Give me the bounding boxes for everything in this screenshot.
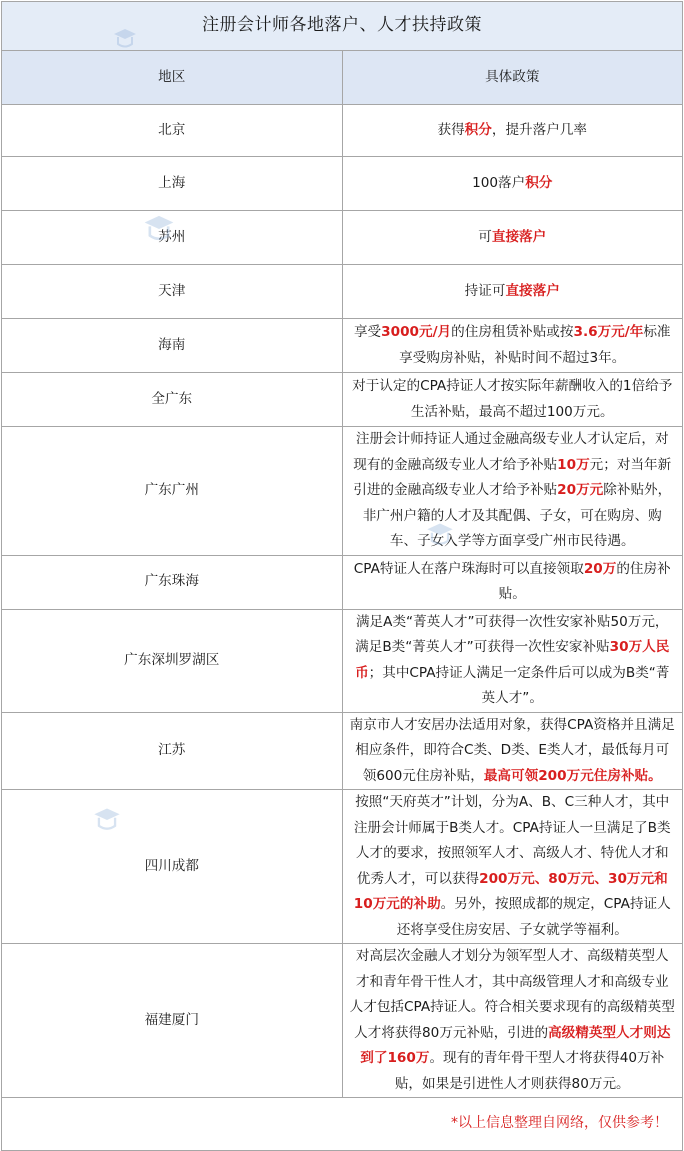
table-row	[2, 265, 683, 319]
policy-text: 的住房补贴。	[498, 560, 671, 602]
policy-text: 。另外，按照成都的规定，CPA持证人还将享受住房安居、子女就学等福利。	[396, 896, 671, 938]
policy-highlight: 积分	[525, 174, 553, 191]
policy-highlight: 20万	[583, 560, 617, 577]
region-cell: 四川成都	[2, 790, 343, 944]
table-row	[2, 427, 683, 556]
region-cell: 北京	[2, 105, 343, 157]
policy-cell	[342, 265, 683, 319]
policy-text: 标准享受购房补贴，补贴时间不超过3年。	[399, 324, 671, 366]
region-cell: 天津	[2, 265, 343, 319]
policy-cell	[342, 712, 683, 790]
policy-highlight: 直接落户	[505, 282, 560, 299]
policy-highlight: 最高可领200万元住房补贴。	[483, 767, 662, 784]
footnote-row	[2, 1098, 683, 1151]
policy-cell	[342, 790, 683, 944]
table-row	[2, 373, 683, 427]
policy-text: 获得	[437, 121, 465, 138]
policy-text: 享受	[353, 324, 382, 340]
policy-text: CPA特证人在落户珠海时可以直接领取	[353, 560, 584, 577]
footnote: *以上信息整理自网络，仅供参考！	[2, 1098, 683, 1151]
region-cell: 广东珠海	[2, 555, 343, 609]
policy-text: 100落户	[472, 174, 526, 191]
policy-text: 对高层次金融人才划分为领军型人才、高级精英型人才和青年骨干性人才，其中高级管理人才和高级专业人才包括CPA持证人。符合相关要求现有的高级精英型人才将获得80万元补贴，引进的	[349, 948, 675, 1041]
policy-text: 。现有的青年骨干型人才将获得40万补贴，如果是引进性人才则获得80万元。	[394, 1050, 665, 1092]
region-cell: 海南	[2, 319, 343, 373]
region-cell: 福建厦门	[2, 944, 343, 1098]
policy-highlight: 积分	[464, 121, 492, 138]
policy-text: 除补贴外，非广州户籍的人才及其配偶、子女，可在购房、购车、子女入学等方面享受广州市民待遇。	[362, 482, 672, 549]
policy-cell	[342, 609, 683, 712]
region-cell: 苏州	[2, 211, 343, 265]
policy-highlight: 20万元	[557, 482, 604, 498]
policy-text: 按照“天府英才”计划，分为A、B、C三种人才，其中注册会计师属于B类人才。CPA持证人一旦满足了B类人才的要求，按照领军人才、高级人才、特优人才和优秀人才，可以获得	[353, 794, 671, 887]
policy-text: 南京市人才安居办法适用对象，获得CPA资格并且满足相应条件，即符合C类、D类、E类人才，最低每月可领600元住房补贴，	[349, 716, 675, 784]
policy-highlight: 直接落户	[491, 228, 547, 245]
table-row	[2, 157, 683, 211]
policy-cell	[342, 105, 683, 157]
policy-text: 对于认定的CPA持证人才按实际年薪酬收入的1倍给予生活补贴，最高不超过100万元。	[352, 378, 673, 420]
policy-cell	[342, 373, 683, 427]
policy-highlight: 3000元/月	[381, 324, 452, 340]
region-cell: 上海	[2, 157, 343, 211]
header-row	[2, 51, 683, 105]
region-cell: 全广东	[2, 373, 343, 427]
policy-highlight: 3.6万元/年	[573, 324, 644, 340]
policy-text: 注册会计师持证人通过金融高级专业人才认定后，对现有的金融高级专业人才给予补贴	[353, 431, 669, 473]
region-cell: 广东深圳罗湖区	[2, 609, 343, 712]
title-row	[2, 2, 683, 51]
table-title: 注册会计师各地落户、人才扶持政策	[2, 2, 683, 51]
policy-cell	[342, 211, 683, 265]
table-row	[2, 555, 683, 609]
policy-text: 持证可	[464, 282, 506, 299]
policy-highlight: 10万	[557, 456, 590, 473]
table-row	[2, 712, 683, 790]
policy-text: ；其中CPA持证人满足一定条件后可以成为B类“菁英人才”。	[368, 664, 670, 706]
policy-text: 可	[478, 228, 492, 245]
policy-cell	[342, 555, 683, 609]
policy-highlight: 高级精英型人才则达到了160万	[360, 1024, 671, 1066]
policy-cell	[342, 157, 683, 211]
policy-text: 满足A类“菁英人才”可获得一次性安家补贴50万元，满足B类“菁英人才”可获得一次性安家补贴	[355, 613, 669, 655]
policy-text: 的住房租赁补贴或按	[451, 324, 574, 340]
column-header-policy: 具体政策	[342, 51, 683, 105]
table-row	[2, 944, 683, 1098]
table-row	[2, 211, 683, 265]
table-row	[2, 105, 683, 157]
policy-text: 元；对当年新引进的金融高级专业人才给予补贴	[353, 456, 672, 498]
policy-highlight: 30万人民币	[355, 639, 670, 681]
policy-cell	[342, 319, 683, 373]
policy-highlight: 200万元、80万元、30万元和10万元的补助	[353, 870, 668, 912]
policy-cell	[342, 427, 683, 556]
column-header-region: 地区	[2, 51, 343, 105]
region-cell: 江苏	[2, 712, 343, 790]
region-cell: 广东广州	[2, 427, 343, 556]
table-row	[2, 790, 683, 944]
table-row	[2, 319, 683, 373]
policy-table	[1, 1, 683, 1151]
table-row	[2, 609, 683, 712]
policy-text: ，提升落户几率	[491, 121, 588, 138]
policy-cell	[342, 944, 683, 1098]
